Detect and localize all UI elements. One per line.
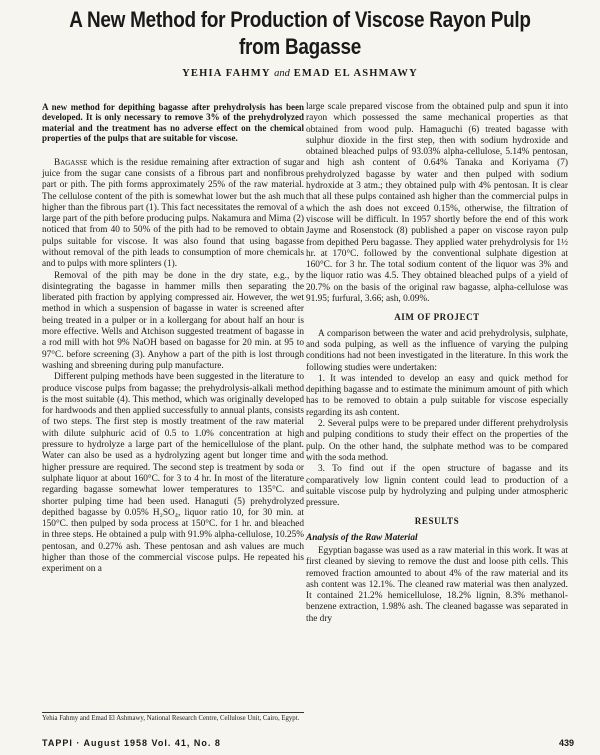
body-paragraph: large scale prepared viscose from the obtained pulp and spun it into rayon which possessed the same mechanical properties as that obtained from wood pulp. Hamaguchi (6) treated bagasse with sulphur dioxide in the first step, then with sodium hydroxide and obtained bleached pulps of 93.03% alpha-cellulose, 5.14% pentosan, and high ash content of 0.64% Tanaka and Koriyama (7) prehydrolyzed bagasse by water and then pulped with sodium hydroxide at 3 atm.; they obtained pulp with 4% pentosan. It is clear that all these pulps contained ash higher than the commercial pulps in which the ash does not exceed 0.15%, otherwise, the filtration of viscose will be difficult. In 1957 shortly before the end of this work Jayme and Rosenstock (8) published a paper on viscose rayon pulp from depithed Peru bagasse. They applied water prehydrolysis for 1½ hr. at 170°C. followed by the conventional sulphate digestion at 160°C. for 3 hr. The total sodium content of the liquor was 3% and the liquor ratio was 4.5. They obtained bleached pulps of a yield of 20.7% on the basis of the original raw bagasse, alpha-cellulose was 91.95; furfural, 3.66; ash, 0.09%. [306, 102, 568, 305]
aim-heading: AIM OF PROJECT [394, 312, 480, 323]
lead-word: Bagasse [54, 157, 88, 168]
page-number: 439 [558, 738, 574, 748]
results-subheading: Analysis of the Raw Material [306, 532, 418, 543]
abstract: A new method for depithing bagasse after prehydrolysis has been developed. It is only necessary to remove 3% of the prehydrolyzed material and the treatment has no adverse effect on the chemical properties of the pulps that are suitable for viscose. [42, 102, 304, 144]
article-title: A New Method for Production of Viscose Rayon Pulp from Bagasse [69, 7, 531, 59]
author-footnote: Yehia Fahmy and Emad El Ashmawy, National Research Centre, Cellulose Unit, Cairo, Egypt. [42, 712, 304, 723]
aim-paragraph: A comparison between the water and acid prehydrolysis, sulphate, and soda pulping, as well as the influence of varying the pulping conditions had not been investigated in the literature. In this work the following studies were undertaken: [306, 328, 568, 373]
right-column [306, 102, 568, 625]
body-paragraph: Different pulping methods have been suggested in the literature to produce viscose pulps from bagasse; the prehydrolysis-alkali method is the most suitable (4). This method, which was originally developed for hardwoods and then applied successfully to annual plants, consists of two steps. The first step is mostly treatment of the raw material with dilute sulphuric acid of 0.5 to 1.0% concentration at high pressure to hydrolyze a large part of the hemicellulose of the plant. Water can also be used as a hydrolyzing agent but longer time and higher pressure are required. The second step is treatment by soda or sulphate liquor at about 160°C. for 3 to 4 hr. In most of the literature regarding bagasse somewhat lower temperatures to 135°C. and shorter pulping time had been used. Hanaguti (5) prehydrolyzed depithed bagasse by 0.05% H₂SO₄, liquor ratio 10, for 30 min. at 150°C. then pulped by soda process at 150°C. for 1 hr. and bleached in three steps. He obtained a pulp with 91.9% alpha-cellulose, 10.25% pentosan, and 0.27% ash. These pentosan and ash values are much higher than those of the commercial viscose pulps. He repeated his experiment on a [42, 372, 304, 575]
author-second: EMAD EL ASHMAWY [293, 68, 418, 79]
body-paragraph: Removal of the pith may be done in the dry state, e.g., by disintegrating the bagasse in hammer mills then separating the liberated pith fraction by applying compressed air. However, the wet method in which a suspension of bagasse in water is screened after being treated in a pulper or in a kollergang for about half an hour is more effective. Wells and Atchison suggested treatment of bagasse in a rod mill with hot 9% NaOH based on bagasse for 20 min. at 95 to 97°C. before screening (3). Anyhow a part of the pith is lost through washing and sbreening during pulp manufacture. [42, 270, 304, 371]
left-column [42, 102, 304, 576]
author-line [0, 68, 600, 79]
journal-citation: TAPPI · August 1958 Vol. 41, No. 8 [42, 738, 221, 748]
author-first: YEHIA FAHMY [182, 68, 271, 79]
body-paragraph [42, 158, 304, 271]
author-conjunction: and [274, 68, 290, 79]
aim-paragraph: 1. It was intended to develop an easy and quick method for depithing bagasse and to estimate the minimum amount of pith which has to be removed to obtain a pulp suitable for viscose especially regarding its ash content. [306, 373, 568, 418]
results-heading: RESULTS [414, 516, 460, 527]
results-paragraph: Egyptian bagasse was used as a raw material in this work. It was at first cleaned by sieving to remove the dust and loose pith cells. This removed fraction amounted to about 4% of the raw material and its ash content was 12.1%. The cleaned raw material was then analyzed. It contained 21.2% hemicellulose, 18.2% lignin, 8.3% methanol-benzene extraction, 1.98% ash. The cleaned bagasse was separated in the dry [306, 545, 568, 624]
aim-paragraph: 2. Several pulps were to be prepared under different prehydrolysis and pulping conditions to study their effect on the properties of the pulp. On the other hand, the sulphate method was to be compared with the soda method. [306, 419, 568, 463]
paragraph-text: which is the residue remaining after extraction of sugar juice from the sugar cane consists of a fibrous part and nonfibrous part or pith. The pith forms approximately 25% of the raw material. The cellulose content of the pith is somewhat lower but the ash much higher than the fibrous part (1). This fact necessitates the removal of a large part of the pith before producing pulps. Nakamura and Mima (2) noticed that from 40 to 50% of the pith had to be removed to obtain pulps suitable for viscose. It was also found that using bagasse without removal of the pith leads to consumption of more chemicals and to pulps with more splinters (1). [42, 157, 304, 270]
aim-paragraph: 3. To find out if the open structure of bagasse and its comparatively low lignin content could lead to production of a suitable viscose pulp by hydrolyzing and pulping under atmospheric pressure. [306, 464, 568, 509]
